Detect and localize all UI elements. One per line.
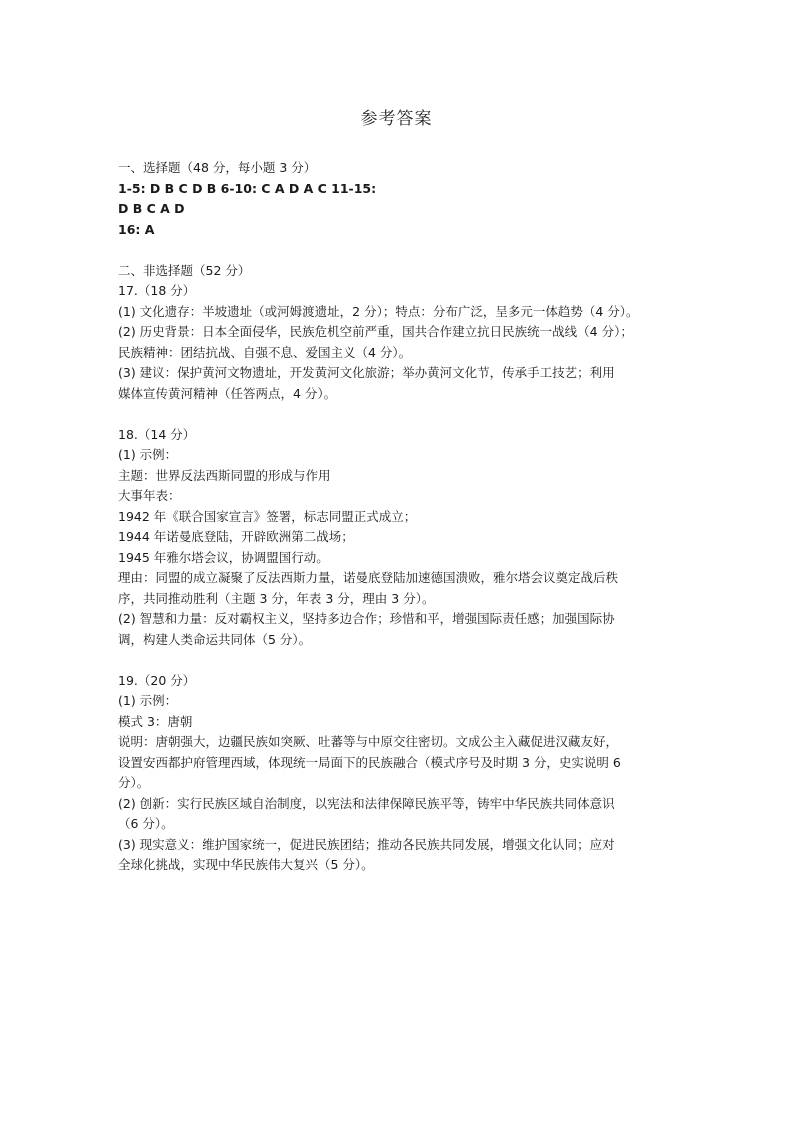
question-19-line: (3) 现实意义：维护国家统一，促进民族团结；推动各民族共同发展，增强文化认同；应对 [118, 836, 615, 852]
question-19-heading: 19.（20 分） [118, 672, 196, 688]
question-18-line: 调，构建人类命运共同体（5 分）。 [118, 631, 312, 647]
question-19-line: (1) 示例： [118, 693, 178, 708]
question-17-line: (1) 文化遗存：半坡遗址（或河姆渡遗址，2 分）；特点：分布广泛，呈多元一体趋势（4 分）。 [118, 303, 639, 319]
spacer [118, 240, 693, 261]
section-heading-nonchoice: 二、非选择题（52 分） [118, 262, 251, 278]
question-18-line: (2) 智慧和力量：反对霸权主义，坚持多边合作；珍惜和平，增强国际责任感；加强国际协 [118, 611, 615, 626]
question-17-line: 媒体宣传黄河精神（任答两点，4 分）。 [118, 385, 337, 401]
question-19-line: 设置安西都护府管理西域，体现统一局面下的民族融合（模式序号及时期 3 分，史实说明 6 [118, 754, 621, 770]
question-17-line: (3) 建议：保护黄河文物遗址，开发黄河文化旅游；举办黄河文化节，传承手工技艺；利用 [118, 365, 615, 380]
question-19-line: 模式 3：唐朝 [118, 713, 193, 729]
choice-answers-line: D B C A D [118, 201, 185, 216]
question-17-line: 民族精神：团结抗战、自强不息、爱国主义（4 分）。 [118, 344, 412, 360]
spacer [118, 650, 693, 671]
question-19-line: （6 分）。 [118, 816, 174, 831]
choice-answers-line: 16: A [118, 221, 155, 237]
section-heading-choice: 一、选择题（48 分，每小题 3 分） [118, 160, 317, 175]
question-17-heading: 17.（18 分） [118, 283, 196, 298]
question-18-line: 主题：世界反法西斯同盟的形成与作用 [118, 467, 331, 483]
question-19-line: 全球化挑战，实现中华民族伟大复兴（5 分）。 [118, 857, 374, 872]
page-title: 参考答案 [360, 109, 433, 129]
question-18-line: 大事年表： [118, 488, 181, 503]
question-18-line: 1944 年诺曼底登陆，开辟欧洲第二战场； [118, 529, 354, 544]
question-19-line: 说明：唐朝强大，边疆民族如突厥、吐蕃等与中原交往密切。文成公主入藏促进汉藏友好， [118, 734, 619, 749]
question-17-line: (2) 历史背景：日本全面侵华，民族危机空前严重，国共合作建立抗日民族统一战线（4 分）； [118, 324, 633, 339]
question-18-line: 序，共同推动胜利（主题 3 分，年表 3 分，理由 3 分）。 [118, 590, 435, 606]
spacer [118, 404, 693, 425]
question-18-line: 1945 年雅尔塔会议，协调盟国行动。 [118, 549, 329, 565]
question-19-line: (2) 创新：实行民族区域自治制度，以宪法和法律保障民族平等，铸牢中华民族共同体意识 [118, 795, 615, 811]
choice-answers-line: 1-5: D B C D B 6-10: C A D A C 11-15: [118, 180, 377, 196]
answer-content [118, 158, 693, 876]
question-18-heading: 18.（14 分） [118, 426, 196, 442]
question-18-line: 理由：同盟的成立凝聚了反法西斯力量，诺曼底登陆加速德国溃败，雅尔塔会议奠定战后秩 [118, 570, 619, 585]
question-18-line: 1942 年《联合国家宣言》签署，标志同盟正式成立； [118, 508, 417, 524]
question-19-line: 分）。 [118, 775, 150, 790]
question-18-line: (1) 示例： [118, 447, 178, 462]
